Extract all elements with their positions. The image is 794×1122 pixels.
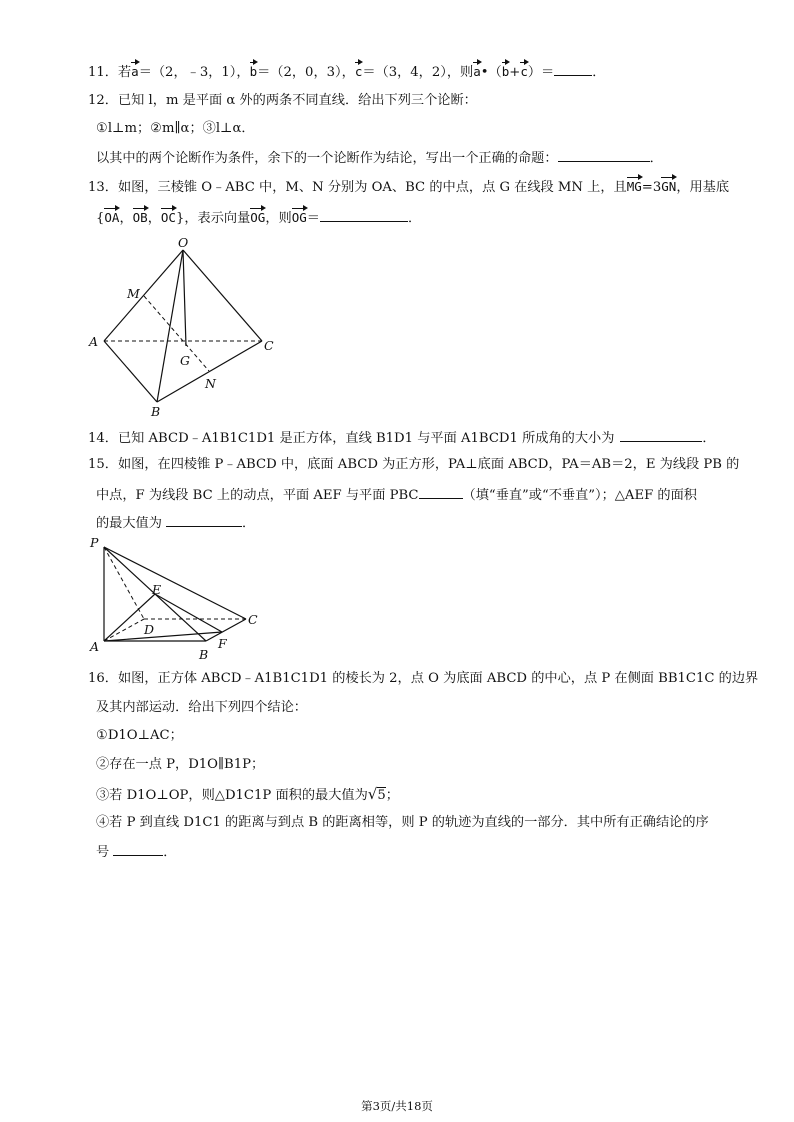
- label-g: G: [180, 353, 190, 368]
- conclusion-1: [96, 727, 183, 745]
- question-15-line2: [96, 485, 697, 505]
- text: ．: [407, 211, 422, 226]
- text: ；: [385, 788, 399, 803]
- text: ．: [702, 431, 716, 446]
- text: ＝（3，4，2），则: [362, 65, 474, 80]
- text: 如图，在四棱锥 P﹣ABCD 中，底面 ABCD 为正方形，PA⊥底面 ABCD，PA＝AB＝2，E 为线段 PB 的: [117, 457, 740, 472]
- text: ，则: [265, 211, 292, 226]
- question-14: [88, 428, 716, 448]
- text: •（: [480, 65, 502, 80]
- vector-mg: MG: [626, 179, 642, 194]
- text: ）＝: [527, 65, 555, 80]
- text: 已知 ABCD﹣A1B1C1D1 是正方体，直线 B1D1 与平面 A1BCD1 所成角的大小为: [117, 431, 615, 446]
- label-b: B: [199, 647, 209, 662]
- vector-a: a: [131, 64, 139, 79]
- vector-og: OG: [291, 210, 307, 225]
- conclusion-4: [96, 814, 709, 832]
- label-c: C: [264, 338, 274, 353]
- text: ＝: [306, 211, 320, 226]
- vector-a: a: [473, 64, 481, 79]
- text: 如图，三棱锥 O﹣ABC 中，M、N 分别为 OA、BC 的中点，点 G 在线段 MN 上，且: [117, 180, 627, 195]
- question-16: [88, 670, 758, 688]
- vector-gn: GN: [661, 179, 677, 194]
- conclusion-2: [96, 756, 264, 774]
- text: 以其中的两个论断作为条件，余下的一个论断作为结论，写出一个正确的命题：: [96, 151, 558, 166]
- text: 号: [96, 845, 110, 860]
- text: ＝（2，﹣3，1），: [138, 65, 250, 80]
- label-o: O: [178, 235, 189, 250]
- text: ①D1O⊥AC；: [96, 728, 183, 743]
- question-16-answer: [96, 842, 176, 862]
- label-b: B: [151, 404, 161, 419]
- text: ．: [592, 65, 606, 80]
- question-15: [88, 456, 739, 474]
- label-f: F: [218, 636, 227, 651]
- question-number: 11．: [88, 65, 118, 80]
- page-footer: 第3页/共18页: [361, 1099, 433, 1113]
- text: 的最大值为: [96, 516, 162, 531]
- question-number: 14．: [88, 431, 118, 446]
- question-number: 16．: [88, 671, 118, 686]
- answer-blank[interactable]: [620, 428, 702, 442]
- answer-blank[interactable]: [419, 485, 463, 499]
- text: ②存在一点 P，D1O∥B1P；: [96, 757, 265, 772]
- label-c: C: [248, 612, 258, 627]
- text: 如图，正方体 ABCD﹣A1B1C1D1 的棱长为 2，点 O 为底面 ABCD 的中心，点 P 在侧面 BB1C1C 的边界: [117, 671, 759, 686]
- text: ＝（2，0，3），: [257, 65, 355, 80]
- vector-oa: OA: [104, 210, 120, 225]
- question-number: 13．: [88, 180, 118, 195]
- label-a: A: [89, 334, 99, 349]
- question-number: 15．: [88, 457, 118, 472]
- vector-og: OG: [250, 210, 266, 225]
- label-d: D: [144, 622, 155, 637]
- text: （填“垂直”或“不垂直”）；△AEF 的面积: [462, 488, 697, 503]
- text: ．: [163, 845, 177, 860]
- text: ，: [119, 211, 133, 226]
- text: ④若 P 到直线 D1C1 的距离与到点 B 的距离相等，则 P 的轨迹为直线的一部分．其中所有正确结论的序: [96, 815, 709, 830]
- text: 若: [117, 65, 132, 80]
- vector-ob: OB: [132, 210, 148, 225]
- text: =3: [641, 180, 662, 195]
- text: 中点，F 为线段 BC 上的动点，平面 AEF 与平面 PBC: [96, 488, 419, 503]
- text: ，用基底: [676, 180, 730, 195]
- label-m: M: [127, 286, 140, 301]
- vector-c: c: [354, 64, 363, 79]
- label-p: P: [90, 535, 99, 550]
- label-a: A: [90, 639, 100, 654]
- text: 已知 l，m 是平面 α 外的两条不同直线．给出下列三个论断：: [117, 93, 477, 108]
- label-n: N: [205, 376, 216, 391]
- question-16-line2: [96, 699, 307, 717]
- text: 5: [377, 788, 386, 803]
- answer-blank[interactable]: [113, 842, 163, 856]
- text: +: [509, 65, 521, 80]
- conclusion-3: [96, 785, 399, 805]
- answer-blank[interactable]: [166, 513, 242, 527]
- vector-b: b: [249, 64, 258, 79]
- text: {: [96, 211, 105, 226]
- text: }，表示向量: [175, 211, 251, 226]
- text: ③若 D1O⊥OP，则△D1C1P 面积的最大值为: [96, 788, 368, 803]
- vector-c: c: [520, 64, 528, 79]
- label-e: E: [152, 582, 162, 597]
- vector-oc: OC: [160, 210, 176, 225]
- text: ．: [649, 151, 663, 166]
- question-15-line3: [96, 513, 255, 533]
- question-number: 12．: [88, 93, 118, 108]
- vector-b: b: [501, 64, 510, 79]
- text: ①l⊥m；②m∥α；③l⊥α．: [96, 121, 255, 136]
- text: ．: [241, 516, 256, 531]
- sqrt-symbol: √: [367, 785, 378, 803]
- text: ，: [147, 211, 161, 226]
- text: 及其内部运动．给出下列四个结论：: [96, 700, 307, 715]
